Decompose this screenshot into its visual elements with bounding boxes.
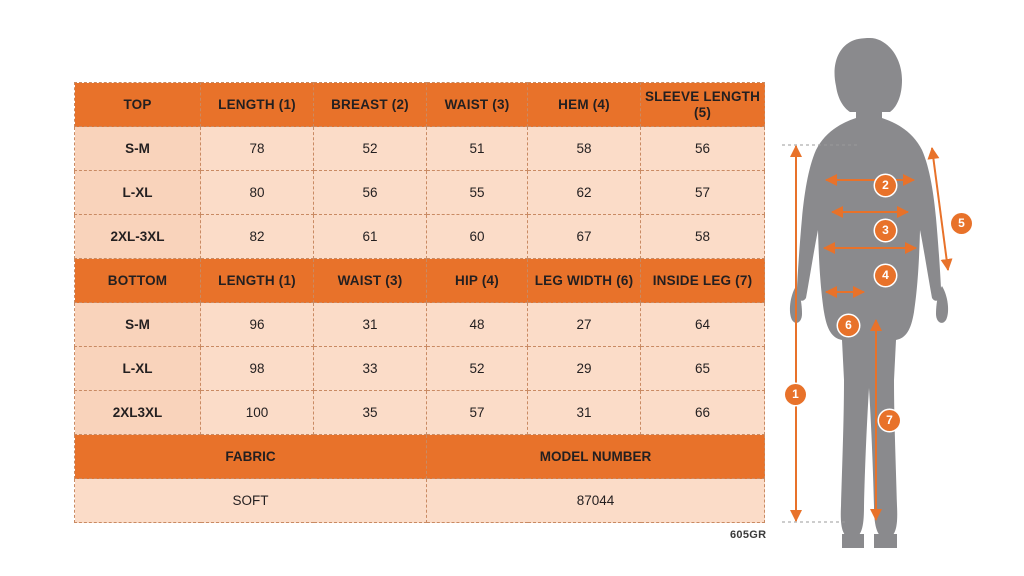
badge-5: 5 xyxy=(951,213,972,234)
table-row xyxy=(75,215,765,259)
table-row xyxy=(75,171,765,215)
cell-bottom-2xl3xl-hip: 57 xyxy=(427,391,528,435)
cell-fabric-value: SOFT xyxy=(75,479,427,523)
row-label-top-l-xl: L-XL xyxy=(75,171,201,215)
header-model-number: MODEL NUMBER xyxy=(427,435,765,479)
header-top-length: LENGTH (1) xyxy=(201,83,314,127)
product-code-label: 605GR xyxy=(730,529,767,541)
cell-top-s-m-sleeve: 56 xyxy=(641,127,765,171)
cell-top-l-xl-sleeve: 57 xyxy=(641,171,765,215)
cell-top-2xl-3xl-sleeve: 58 xyxy=(641,215,765,259)
cell-bottom-s-m-leg-width: 27 xyxy=(528,303,641,347)
badge-2: 2 xyxy=(875,175,896,196)
row-label-top-2xl-3xl: 2XL-3XL xyxy=(75,215,201,259)
cell-top-l-xl-waist: 55 xyxy=(427,171,528,215)
table-row xyxy=(75,347,765,391)
header-bottom-inside-leg: INSIDE LEG (7) xyxy=(641,259,765,303)
cell-bottom-s-m-hip: 48 xyxy=(427,303,528,347)
cell-top-s-m-waist: 51 xyxy=(427,127,528,171)
header-bottom: BOTTOM xyxy=(75,259,201,303)
row-label-bottom-s-m: S-M xyxy=(75,303,201,347)
badge-6: 6 xyxy=(838,315,859,336)
cell-bottom-l-xl-leg-width: 29 xyxy=(528,347,641,391)
cell-bottom-l-xl-hip: 52 xyxy=(427,347,528,391)
table-row xyxy=(75,391,765,435)
cell-bottom-2xl3xl-inside-leg: 66 xyxy=(641,391,765,435)
cell-bottom-2xl3xl-leg-width: 31 xyxy=(528,391,641,435)
cell-model-number-value: 87044 xyxy=(427,479,765,523)
badge-3: 3 xyxy=(875,220,896,241)
table-footer-value-row xyxy=(75,479,765,523)
row-label-bottom-l-xl: L-XL xyxy=(75,347,201,391)
cell-bottom-l-xl-inside-leg: 65 xyxy=(641,347,765,391)
size-chart-table xyxy=(74,82,765,523)
header-bottom-hip: HIP (4) xyxy=(427,259,528,303)
cell-top-2xl-3xl-length: 82 xyxy=(201,215,314,259)
cell-top-l-xl-breast: 56 xyxy=(314,171,427,215)
table-row xyxy=(75,303,765,347)
header-top-hem: HEM (4) xyxy=(528,83,641,127)
header-top: TOP xyxy=(75,83,201,127)
row-label-bottom-2xl3xl: 2XL3XL xyxy=(75,391,201,435)
header-top-sleeve-length: SLEEVE LENGTH (5) xyxy=(641,83,765,127)
table-header-row-bottom xyxy=(75,259,765,303)
measurement-figure xyxy=(772,20,1020,560)
table-footer-header-row xyxy=(75,435,765,479)
header-top-waist: WAIST (3) xyxy=(427,83,528,127)
cell-bottom-s-m-waist: 31 xyxy=(314,303,427,347)
header-bottom-length: LENGTH (1) xyxy=(201,259,314,303)
cell-top-s-m-hem: 58 xyxy=(528,127,641,171)
row-label-top-s-m: S-M xyxy=(75,127,201,171)
cell-bottom-s-m-inside-leg: 64 xyxy=(641,303,765,347)
cell-top-l-xl-length: 80 xyxy=(201,171,314,215)
header-bottom-waist: WAIST (3) xyxy=(314,259,427,303)
table-row xyxy=(75,127,765,171)
cell-top-2xl-3xl-waist: 60 xyxy=(427,215,528,259)
cell-top-l-xl-hem: 62 xyxy=(528,171,641,215)
cell-bottom-l-xl-waist: 33 xyxy=(314,347,427,391)
table-header-row-top xyxy=(75,83,765,127)
header-fabric: FABRIC xyxy=(75,435,427,479)
cell-bottom-2xl3xl-length: 100 xyxy=(201,391,314,435)
cell-top-2xl-3xl-hem: 67 xyxy=(528,215,641,259)
cell-bottom-2xl3xl-waist: 35 xyxy=(314,391,427,435)
cell-top-s-m-breast: 52 xyxy=(314,127,427,171)
cell-top-2xl-3xl-breast: 61 xyxy=(314,215,427,259)
badge-1: 1 xyxy=(785,384,806,405)
cell-top-s-m-length: 78 xyxy=(201,127,314,171)
badge-7: 7 xyxy=(879,410,900,431)
cell-bottom-s-m-length: 96 xyxy=(201,303,314,347)
cell-bottom-l-xl-length: 98 xyxy=(201,347,314,391)
header-bottom-leg-width: LEG WIDTH (6) xyxy=(528,259,641,303)
female-body-silhouette-icon xyxy=(772,20,1020,560)
header-top-breast: BREAST (2) xyxy=(314,83,427,127)
badge-4: 4 xyxy=(875,265,896,286)
